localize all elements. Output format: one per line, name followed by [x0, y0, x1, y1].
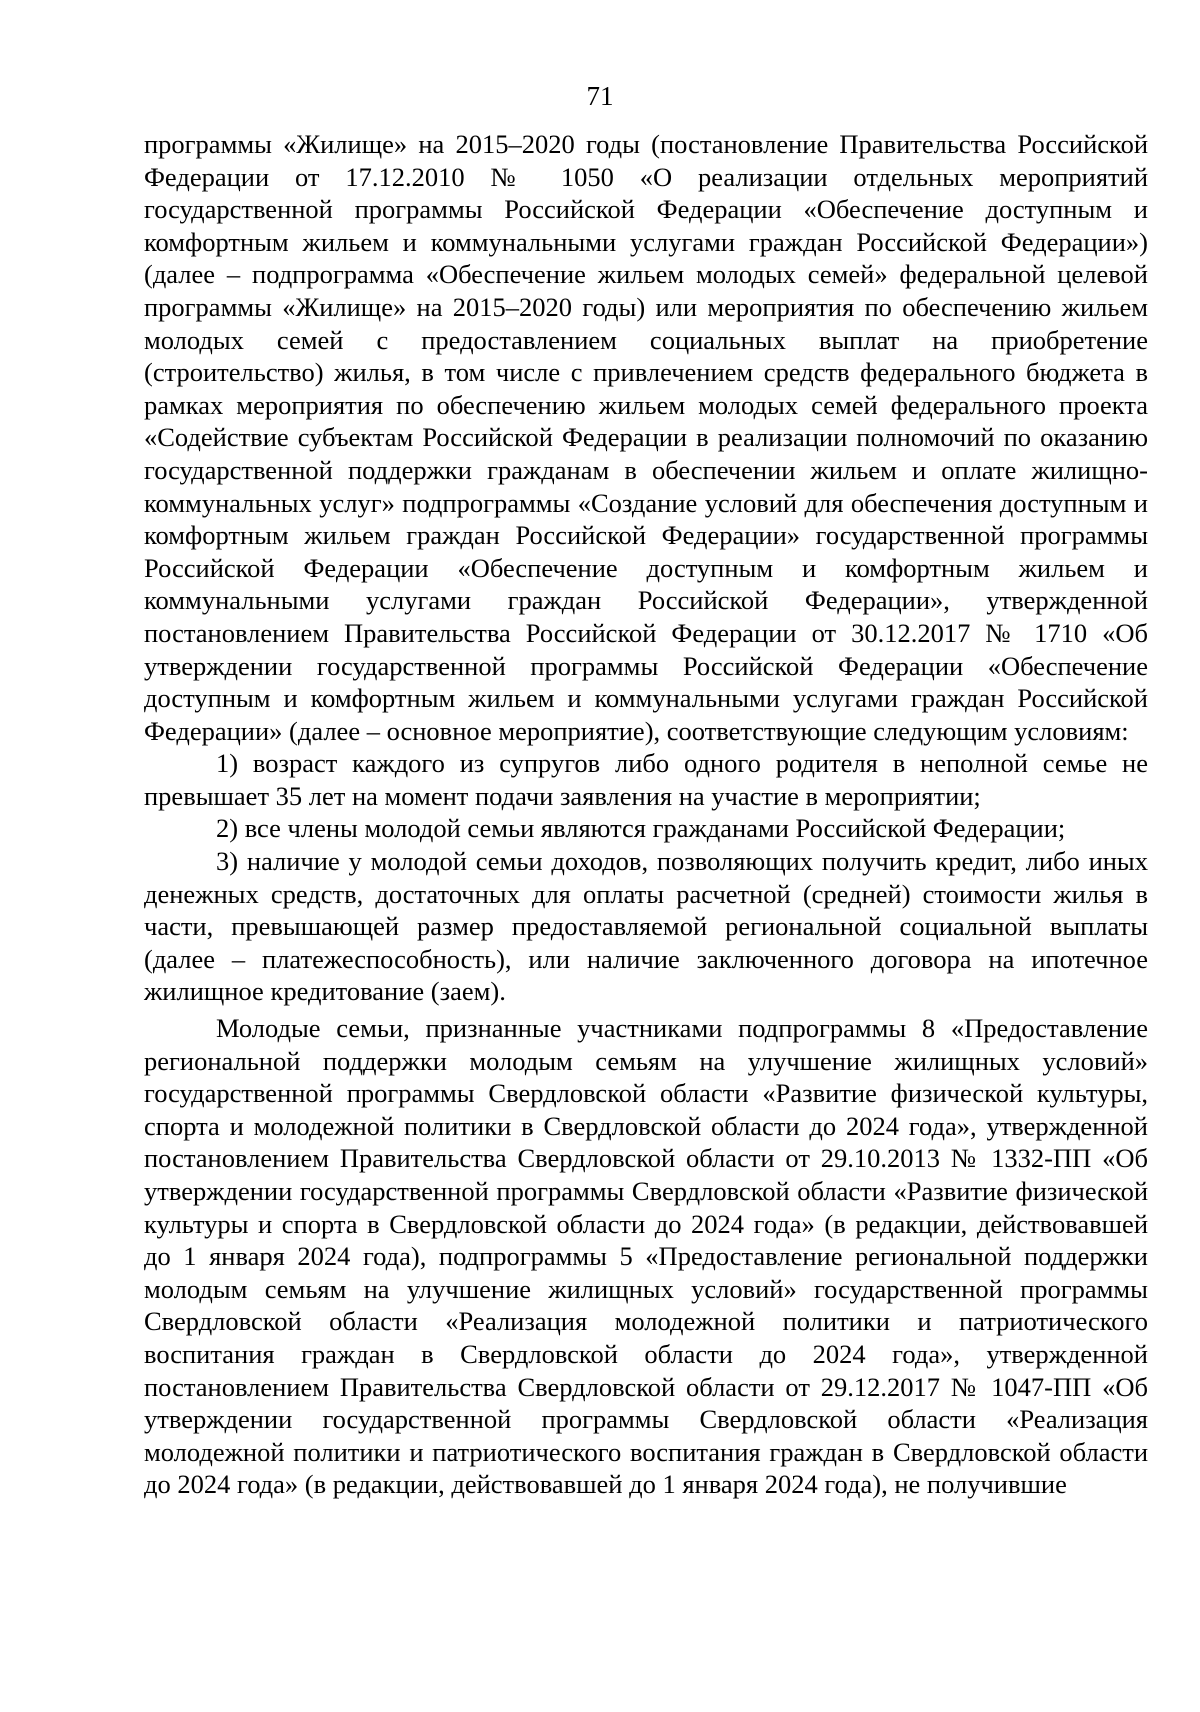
page-number: 71 [586, 81, 614, 111]
condition-item-1: 1) возраст каждого из супругов либо одного родителя в неполной семье не превышает 35 лет на момент подачи заявления на участие в мероприятии; [144, 748, 1148, 811]
condition-item-2: 2) все члены молодой семьи являются гражданами Российской Федерации; [216, 813, 1066, 844]
paragraph-young-families: Молодые семьи, признанные участниками подпрограммы 8 «Предоставление региональной поддержки молодым семьям на улучшение жилищных условий» государственной программы Свердловской области «Развитие физической культуры, спорта и молодежной политики в Свердловской области до 2024 года», утвержденной постановлением Правительства Свердловской области от 29.10.2013 № 1332-ПП «Об утверждении государственной программы Свердловской области «Развитие физической культуры и спорта в Свердловской области до 2024 года» (в редакции, действовавшей до 1 января 2024 года), подпрограммы 5 «Предоставление региональной поддержки молодым семьям на улучшение жилищных условий» государственной программы Свердловской области «Реализация молодежной политики и патриотического воспитания граждан в Свердловской области до 2024 года», утвержденной постановлением Правительства Свердловской области от 29.12.2017 № 1047-ПП «Об утверждении государственной программы Свердловской области «Реализация молодежной политики и патриотического воспитания граждан в Свердловской области до 2024 года» (в редакции, действовавшей до 1 января 2024 года), не получившие [144, 1013, 1148, 1500]
document-body [144, 128, 1148, 1501]
paragraph-continuation: программы «Жилище» на 2015–2020 годы (постановление Правительства Российской Федерации от 17.12.2010 № 1050 «О реализации отдельных мероприятий государственной программы Российской Федерации «Обеспечение доступным и комфортным жильем и коммунальными услугами граждан Российской Федерации») (далее – подпрограмма «Обеспечение жильем молодых семей» федеральной целевой программы «Жилище» на 2015–2020 годы) или мероприятия по обеспечению жильем молодых семей с предоставлением социальных выплат на приобретение (строительство) жилья, в том числе с привлечением средств федерального бюджета в рамках мероприятия по обеспечению жильем молодых семей федерального проекта «Содействие субъектам Российской Федерации в реализации полномочий по оказанию государственной поддержки гражданам в обеспечении жильем и оплате жилищно-коммунальных услуг» подпрограммы «Создание условий для обеспечения доступным и комфортным жильем граждан Российской Федерации» государственной программы Российской Федерации «Обеспечение доступным и комфортным жильем и коммунальными услугами граждан Российской Федерации», утвержденной постановлением Правительства Российской Федерации от 30.12.2017 № 1710 «Об утверждении государственной программы Российской Федерации «Обеспечение доступным и комфортным жильем и коммунальными услугами граждан Российской Федерации» (далее – основное мероприятие), соответствующие следующим условиям: [144, 129, 1148, 746]
condition-item-3: 3) наличие у молодой семьи доходов, позволяющих получить кредит, либо иных денежных средств, достаточных для оплаты расчетной (средней) стоимости жилья в части, превышающей размер предоставляемой региональной социальной выплаты (далее – платежеспособность), или наличие заключенного договора на ипотечное жилищное кредитование (заем). [144, 846, 1148, 1007]
